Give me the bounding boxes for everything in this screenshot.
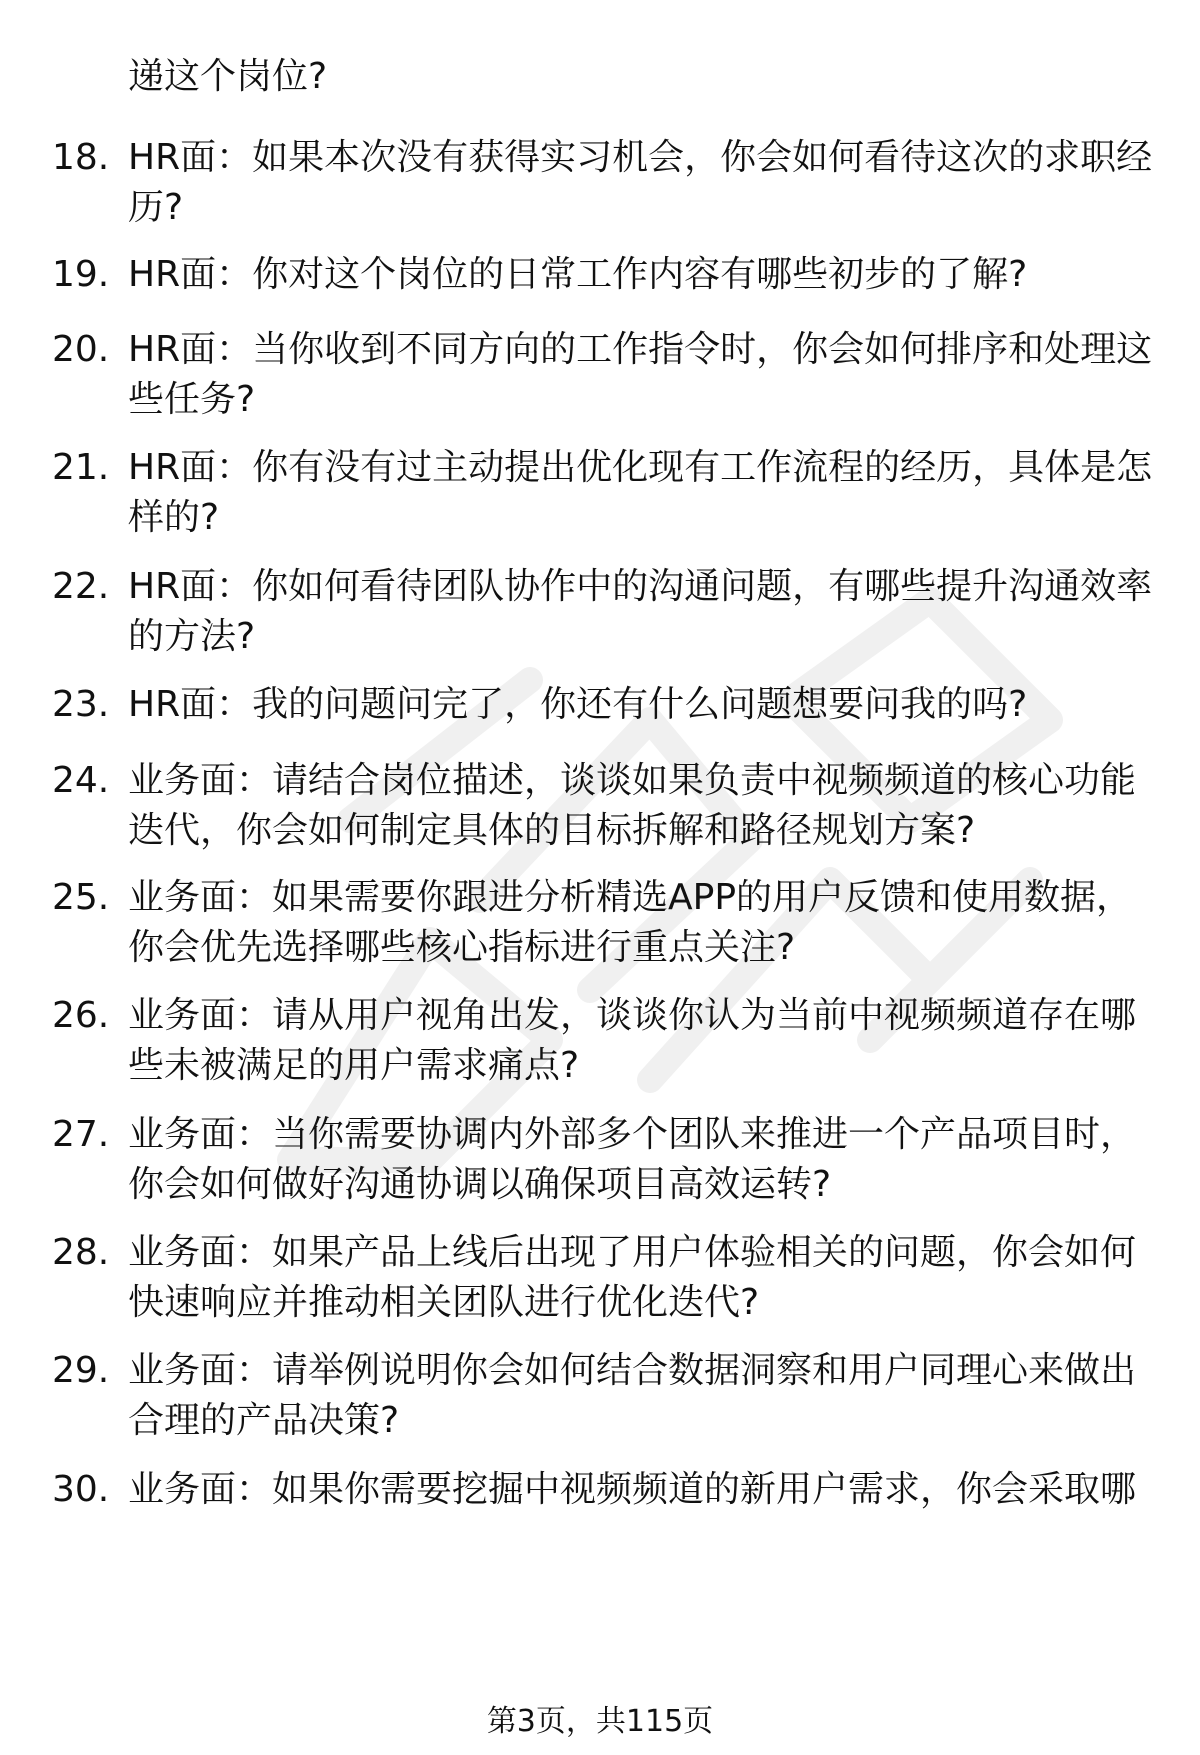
item-number: 20. (52, 329, 110, 370)
item-text (128, 250, 1152, 300)
item-text-line: 你会优先选择哪些核心指标进行重点关注? (128, 927, 796, 968)
item-text (128, 1228, 1152, 1328)
item-text-line: 样的? (128, 497, 220, 538)
item-text (128, 756, 1152, 856)
item-text-line: 业务面：请结合岗位描述，谈谈如果负责中视频频道的核心功能 (128, 760, 1137, 801)
item-number: 27. (52, 1114, 110, 1155)
item-text (128, 443, 1152, 543)
item-text-line: HR面：当你收到不同方向的工作指令时，你会如何排序和处理这 (128, 329, 1153, 370)
item-number: 28. (52, 1232, 110, 1273)
item-number: 18. (52, 137, 110, 178)
item-text-line: 些任务? (128, 379, 256, 420)
item-text (128, 991, 1152, 1091)
item-text-line: 合理的产品决策? (128, 1400, 400, 1441)
item-number: 21. (52, 447, 110, 488)
item-text-line: 业务面：请举例说明你会如何结合数据洞察和用户同理心来做出 (128, 1350, 1137, 1391)
item-text (128, 52, 1152, 102)
item-text-line: 业务面：如果需要你跟进分析精选APP的用户反馈和使用数据， (128, 877, 1133, 918)
item-text-line: 的方法? (128, 616, 256, 657)
item-text-line: HR面：你对这个岗位的日常工作内容有哪些初步的了解? (128, 254, 1028, 295)
item-text-line: HR面：我的问题问完了，你还有什么问题想要问我的吗? (128, 684, 1028, 725)
item-text (128, 133, 1152, 233)
item-text-line: 迭代，你会如何制定具体的目标拆解和路径规划方案? (128, 810, 976, 851)
item-text-line: HR面：你如何看待团队协作中的沟通问题，有哪些提升沟通效率 (128, 566, 1153, 607)
item-text (128, 1110, 1152, 1210)
item-number: 19. (52, 254, 110, 295)
item-text-line: 业务面：如果你需要挖掘中视频频道的新用户需求，你会采取哪 (128, 1469, 1137, 1510)
item-number: 30. (52, 1469, 110, 1510)
item-text-line: HR面：你有没有过主动提出优化现有工作流程的经历，具体是怎 (128, 447, 1153, 488)
item-text (128, 873, 1152, 973)
item-text-line: 快速响应并推动相关团队进行优化迭代? (128, 1282, 760, 1323)
item-number: 23. (52, 684, 110, 725)
item-text-line: 些未被满足的用户需求痛点? (128, 1045, 580, 1086)
item-text-line: 你会如何做好沟通协调以确保项目高效运转? (128, 1164, 832, 1205)
item-text-line: 业务面：请从用户视角出发，谈谈你认为当前中视频频道存在哪 (128, 995, 1137, 1036)
item-text-line: 业务面：当你需要协调内外部多个团队来推进一个产品项目时， (128, 1114, 1137, 1155)
item-number: 24. (52, 760, 110, 801)
item-text-line: 历? (128, 187, 184, 228)
item-text (128, 1346, 1152, 1446)
page-footer: 第3页，共115页 (486, 1704, 714, 1739)
item-text (128, 325, 1152, 425)
item-text-line: 递这个岗位? (128, 56, 328, 97)
item-number: 25. (52, 877, 110, 918)
item-number: 22. (52, 566, 110, 607)
item-text (128, 680, 1152, 730)
item-text (128, 1465, 1152, 1515)
item-text (128, 562, 1152, 662)
item-number: 26. (52, 995, 110, 1036)
item-text-line: 业务面：如果产品上线后出现了用户体验相关的问题，你会如何 (128, 1232, 1137, 1273)
item-text-line: HR面：如果本次没有获得实习机会，你会如何看待这次的求职经 (128, 137, 1153, 178)
item-number: 29. (52, 1350, 110, 1391)
